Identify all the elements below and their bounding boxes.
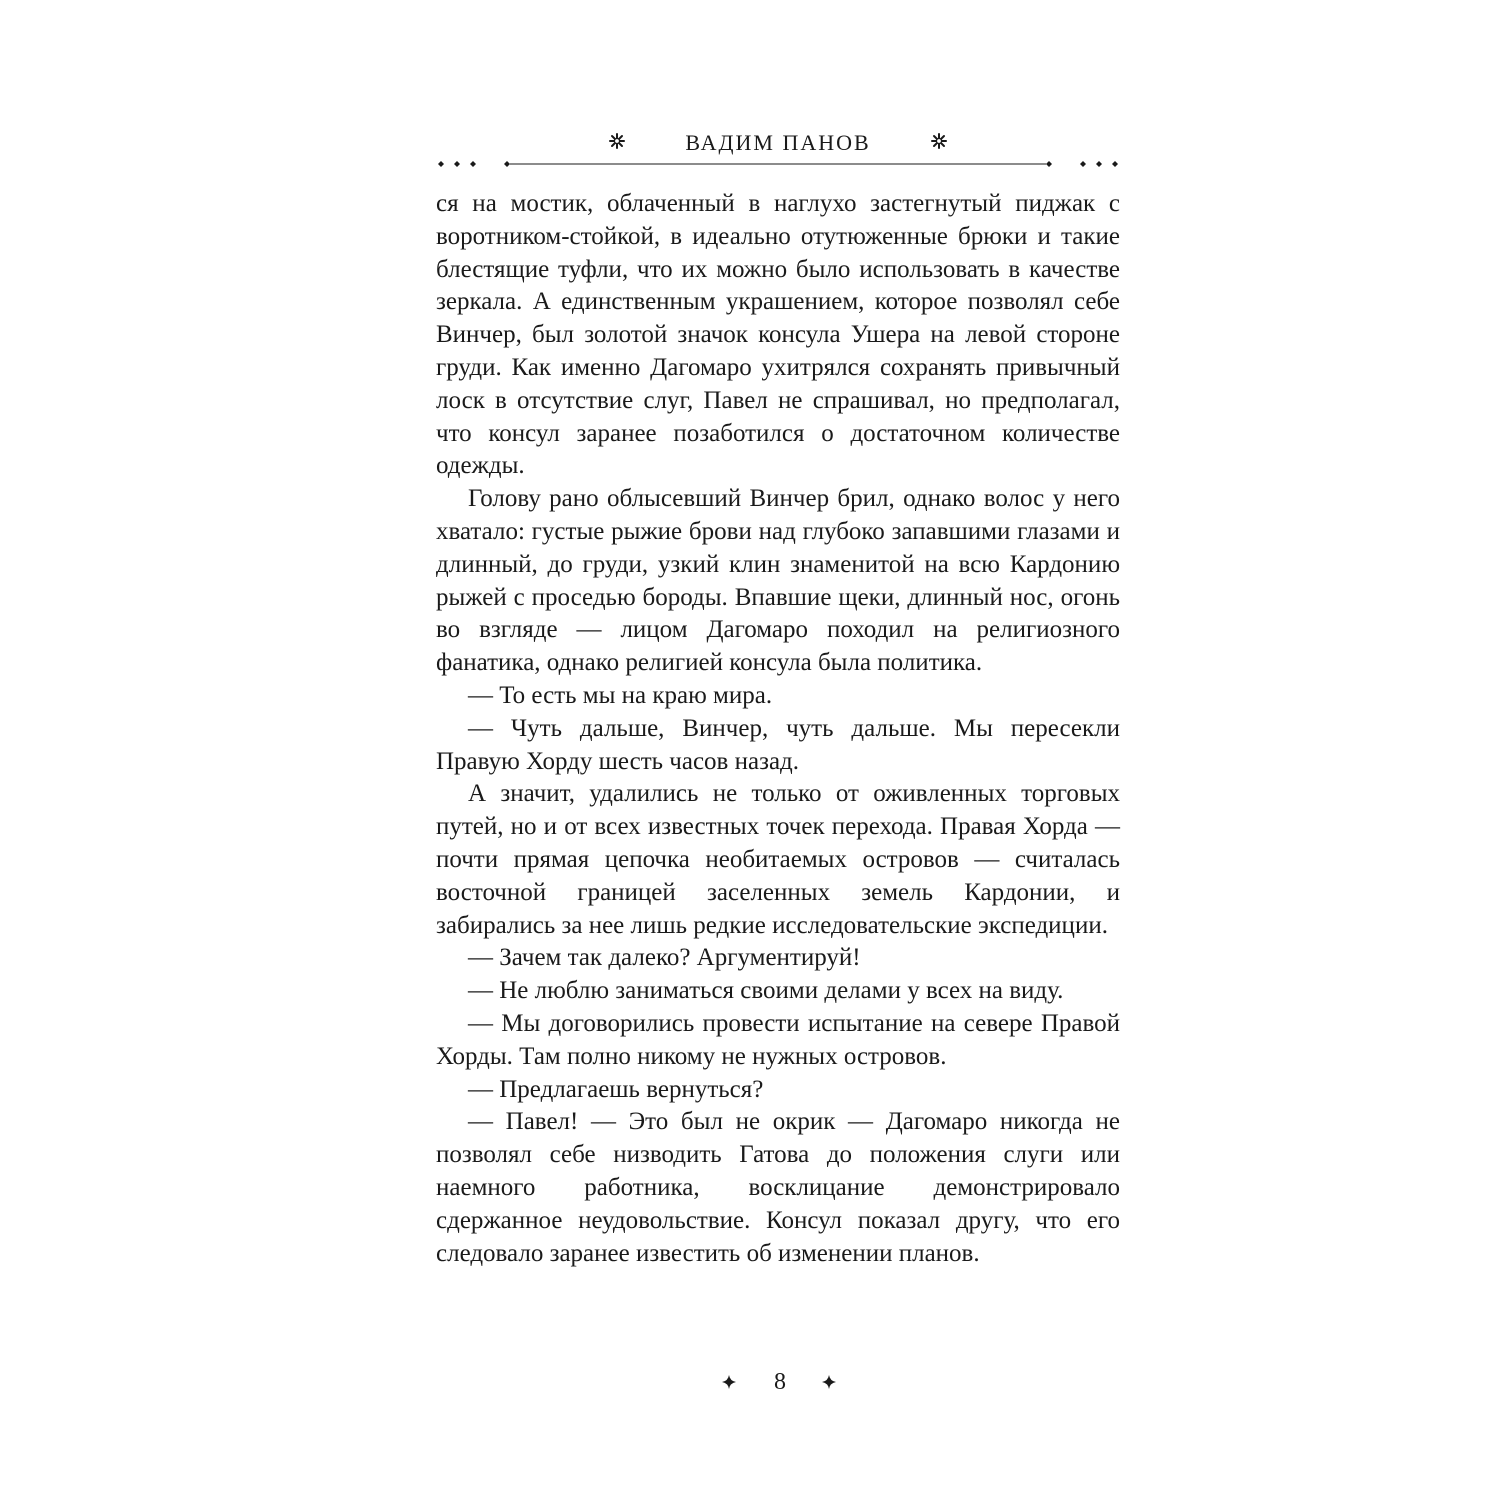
author-name: ВАДИМ ПАНОВ (685, 130, 871, 155)
dialogue-line: — То есть мы на краю мира. (468, 681, 773, 709)
diamond-star-icon (822, 1375, 836, 1389)
header-rule (436, 158, 1120, 170)
dialogue-line: — Мы договорились провести испытание на севере Правой Хорды. Там полно никому не нужных островов. (436, 1009, 1120, 1070)
body-text (436, 188, 1120, 1270)
paragraph: ся на мостик, облаченный в наглухо застегнутый пиджак с воротником-стойкой, в идеально отутюженные брюки и такие блестящие туфли, что их можно было использовать в качестве зеркала. А единственным украшением, которое позволял себе Винчер, был золотой значок консула Ушера на левой стороне груди. Как именно Дагомаро ухитрялся сохранять привычный лоск в отсутствие слуг, Павел не спрашивал, но предполагал, что консул заранее позаботился о достаточном количестве одежды. (436, 190, 1120, 480)
dialogue-line: — Не люблю заниматься своими делами у всех на виду. (468, 977, 1064, 1005)
dialogue-line: — Павел! — Это был не окрик — Дагомаро никогда не позволял себе низводить Гатова до положения слуги или наемного работника, восклицание демонстрировало сдержанное неудовольствие. Консул показал другу, что его следовало заранее известить об изменении планов. (436, 1108, 1120, 1267)
dialogue-line: — Чуть дальше, Винчер, чуть дальше. Мы пересекли Правую Хорду шесть часов назад. (436, 714, 1120, 775)
paragraph: А значит, удалились не только от оживленных торговых путей, но и от всех известных точек перехода. Правая Хорда — почти прямая цепочка необитаемых островов — считалась восточной границей заселенных земель Кардонии, и забирались за нее лишь редкие исследовательские экспедиции. (436, 780, 1120, 939)
running-header (436, 126, 1120, 162)
asterisk-ornament-icon (930, 132, 948, 150)
dialogue-line: — Зачем так далеко? Аргументируй! (468, 944, 861, 972)
paragraph: Голову рано облысевший Винчер брил, однако волос у него хватало: густые рыжие брови над глубоко запавшими глазами и длинный, до груди, узкий клин знаменитой на всю Кардонию рыжей с проседью бороды. Впавшие щеки, длинный нос, огонь во взгляде — лицом Дагомаро походил на религиозного фанатика, однако религией консула была политика. (436, 485, 1120, 677)
page-footer (700, 1366, 860, 1398)
dialogue-line: — Предлагаешь вернуться? (468, 1075, 764, 1103)
page-number: 8 (774, 1369, 786, 1395)
